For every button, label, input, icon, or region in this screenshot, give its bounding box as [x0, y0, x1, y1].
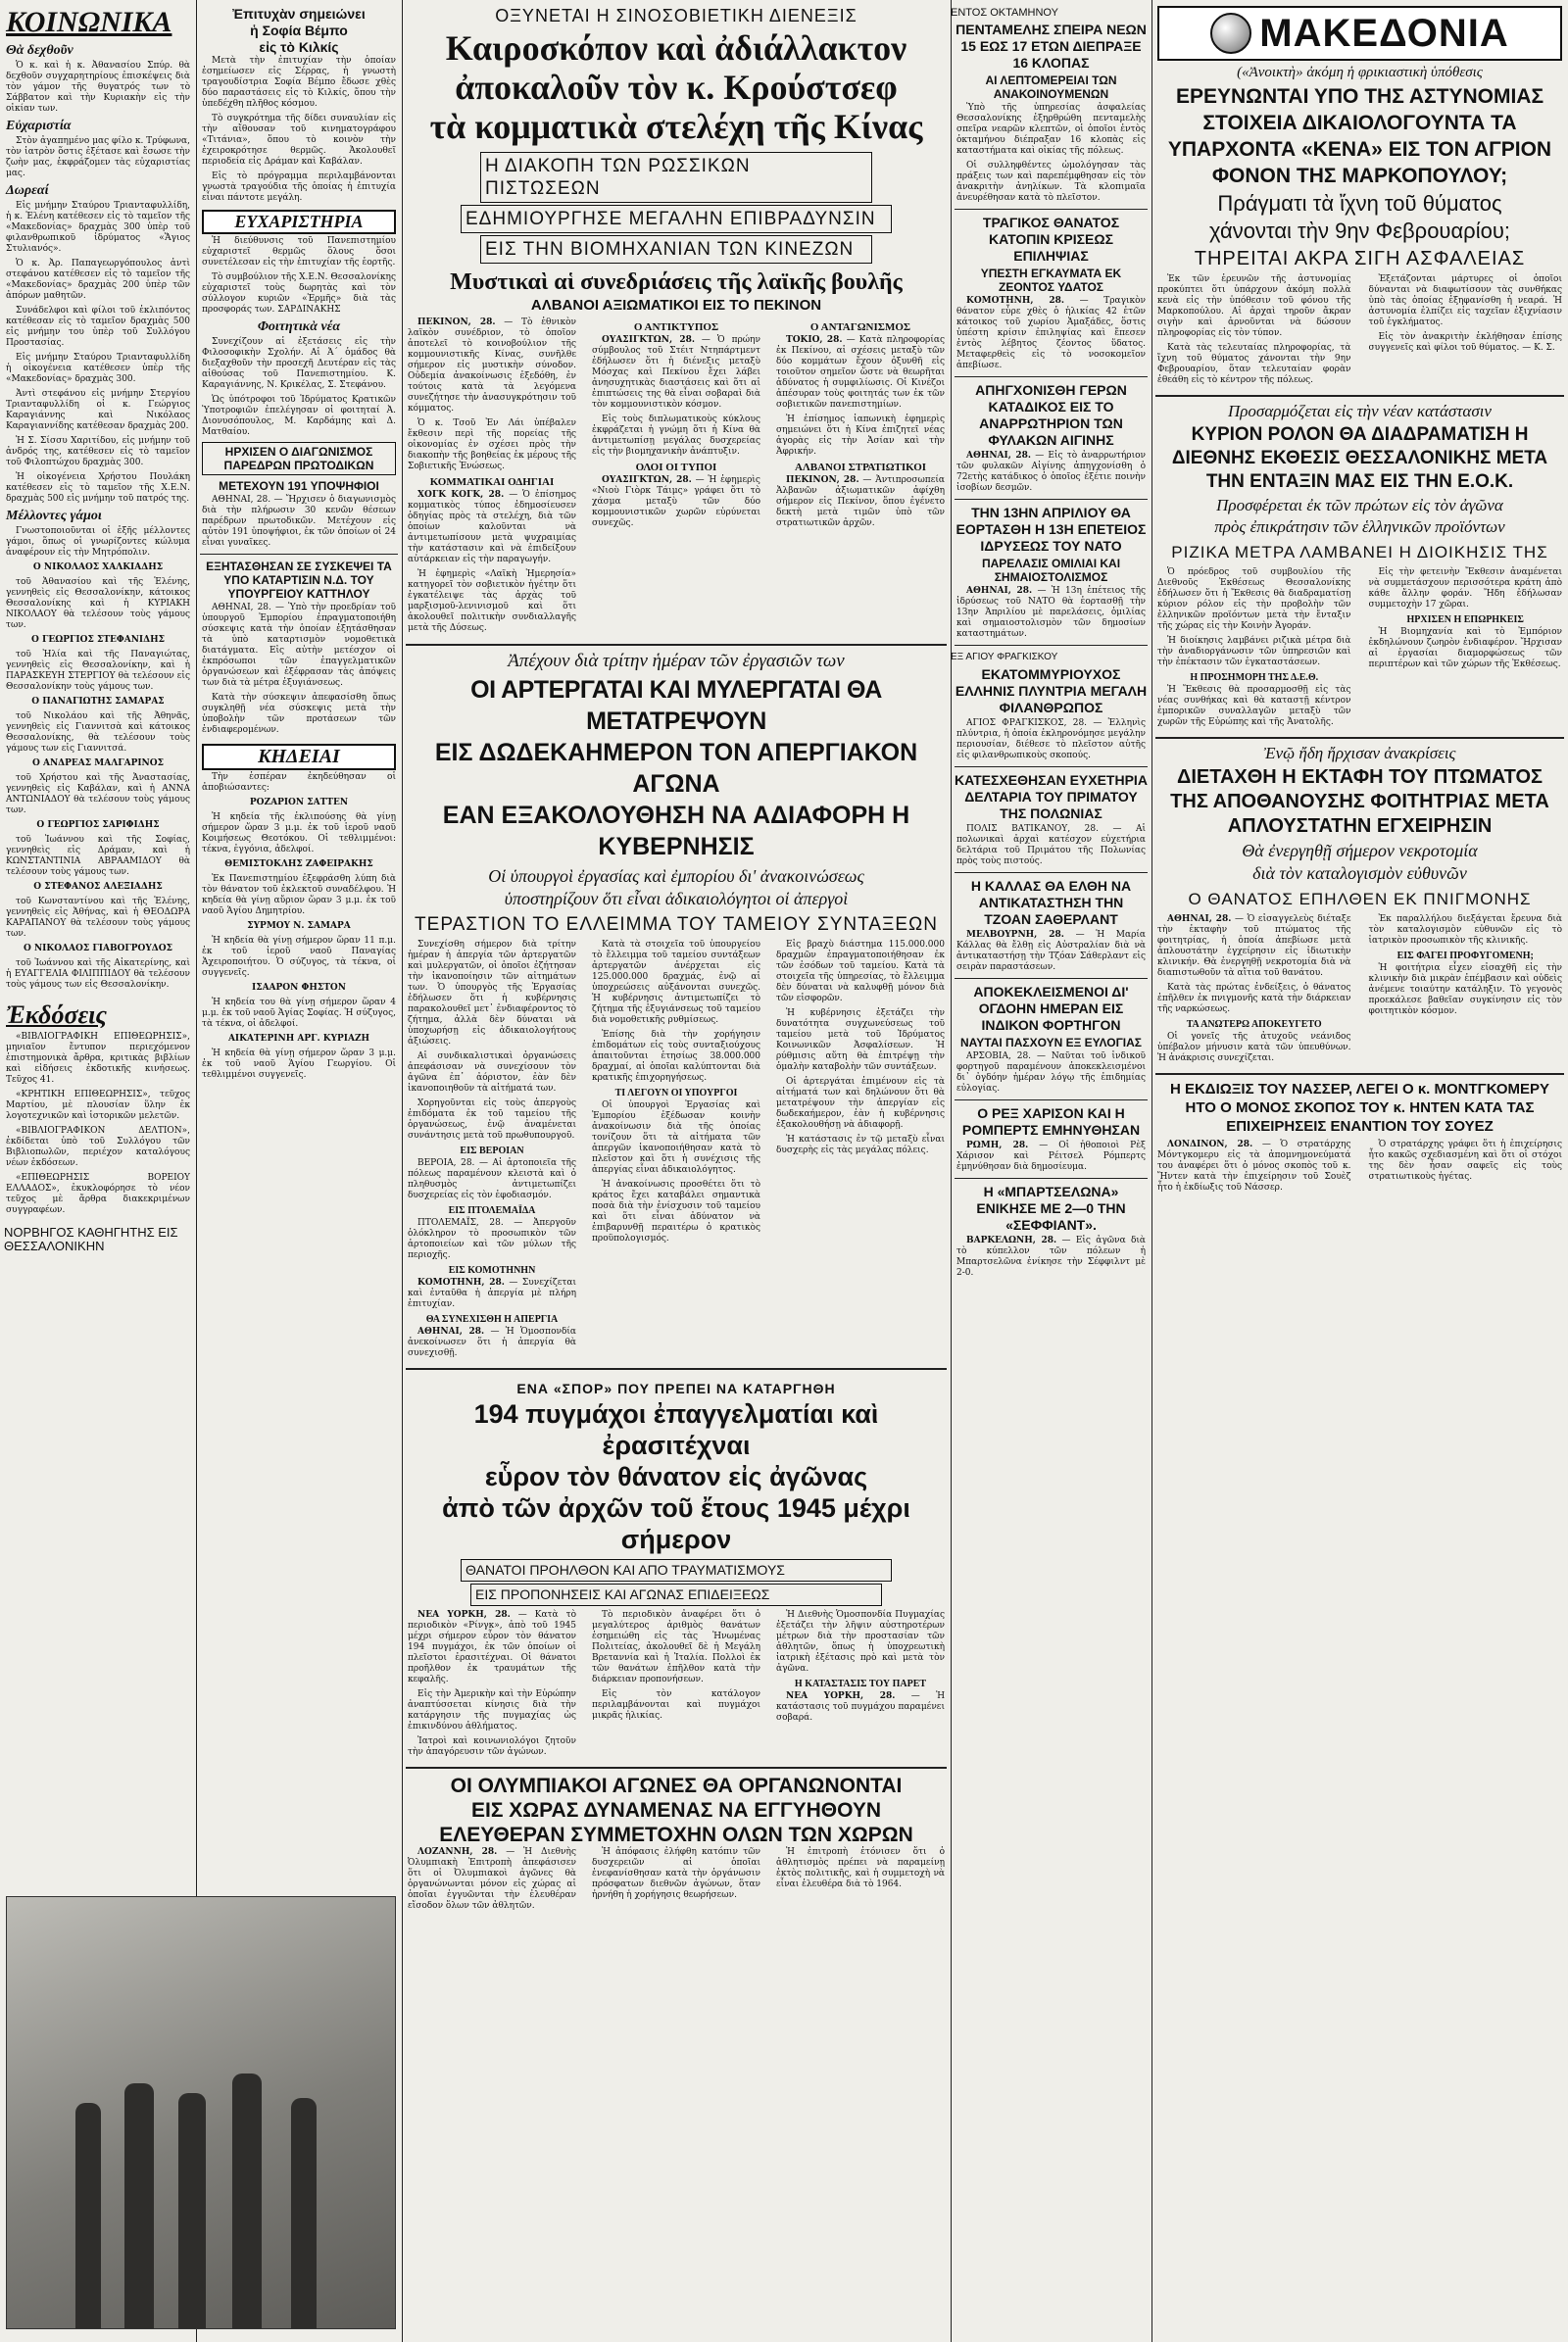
olympic-headline: ΟΙ ΟΛΥΜΠΙΑΚΟΙ ΑΓΩΝΕΣ ΘΑ ΟΡΓΑΝΩΝΟΝΤΑΙ [450, 1775, 903, 1797]
body-text: Συνεχίσθη σήμερον διὰ τρίτην ἡμέραν ἡ ἀπεργία τῶν ἀρτεργατῶν καὶ μυλεργατῶν, οἱ ὁποῖοι ἐζήτησαν τὴν ἱκανοποίησιν τῶν αἰτημάτων των. Ὁ ὑπουργὸς τῆς Ἐργασίας ἐδήλωσεν ὅτι ἡ κυβέρνησις παρακολουθεῖ μετ᾽ ἐνδιαφέροντος τὸ ζήτημα, ἀλλὰ δὲν δύναται νὰ ὑποχωρήσῃ εἰς ἀδικαιολογήτους ἀξιώσεις. [408, 940, 576, 1047]
body-text: Γνωστοποιοῦνται οἱ ἑξῆς μέλλοντες γάμοι, ὅπως οἱ γνωρίζοντες κώλυμα ἀναφέρουν εἰς τὴν Μητρόπολιν. [6, 526, 190, 558]
body-text: Οἱ συλληφθέντες ὡμολόγησαν τὰς πράξεις των καὶ παρεπέμφθησαν εἰς τὸν ἀνακριτὴν ἀνηλίκων. Τὰ κλοπιμαῖα ἀνευρέθησαν κατὰ τὸ πλεῖστον. [956, 161, 1146, 203]
body-text: Ἡ κηδεία του θὰ γίνῃ σήμερον ὥραν 4 μ.μ. ἐκ τοῦ ναοῦ Ἁγίας Σοφίας. Ἡ σύζυγος, τὰ τέκνα, οἱ ἀδελφοί. [202, 998, 396, 1029]
divider [955, 766, 1148, 767]
body-text: Εἰς μνήμην Σταύρου Τριανταφυλλίδη ἡ οἰκογένεια κατέθεσεν ὑπὲρ τῆς «Μακεδονίας» δραχμὰς 300. [6, 353, 190, 384]
body-text: ΟΥΑΣΙΓΚΤΩΝ, 28. — Ὁ πρώην σύμβουλος τοῦ Στέιτ Ντηπάρτμεντ ἐδήλωσεν ὅτι ἡ διένεξις μεταξὺ Μόσχας καὶ Πεκίνου ἔχει λάβει ἀνησυχητικὰς διαστάσεις καὶ ὅτι αἱ ἐπιπτώσεις της θὰ εἶναι σοβαραὶ διὰ τὸν κομμουνιστικὸν κόσμον. [592, 335, 760, 410]
subheadline: ΝΑΥΤΑΙ ΠΑΣΧΟΥΝ ΕΞ ΕΥΛΟΓΙΑΣ [960, 1036, 1142, 1049]
body-text: τοῦ Ἰωάννου καὶ τῆς Αἰκατερίνης, καὶ ἡ ΕΥΑΓΓΕΛΙΑ ΦΙΛΙΠΠΙΔΟΥ θὰ τελέσουν τοὺς γάμους των εἰς Θεσσαλονίκην. [6, 958, 190, 990]
body-text: Εἰς τὸ πρόγραμμα περιλαμβάνονται γνωστὰ τραγούδια τῆς ὁποίας ἡ ἐπιτυχία εἶναι πάντοτε μεγάλη. [202, 171, 396, 203]
article-columns [1152, 1140, 1568, 1197]
headline: ΕΞΗΤΑΣΘΗΣΑΝ ΣΕ ΣΥΣΚΕΨΕΙ ΤΑ ΥΠΟ ΚΑΤΑΡΤΙΣΙΝ Ν.Δ. ΤΟΥ ΥΠΟΥΡΓΕΙΟΥ ΚΑΤΤΗΛΟΥ [206, 560, 392, 601]
subhead: ΤΙ ΛΕΓΟΥΝ ΟΙ ΥΠΟΥΡΓΟΙ [614, 1088, 738, 1098]
body-text: ΑΘΗΝΑΙ, 28. — Ἡ 13η ἐπέτειος τῆς ἱδρύσεως τοῦ ΝΑΤΟ θὰ ἑορτασθῇ τὴν 13ην Ἀπριλίου μὲ παρελάσεις, ὁμιλίας καὶ σημαιοστολισμὸν τῶν δημοσίων καταστημάτων. [956, 586, 1146, 639]
box-line: ΘΑΝΑΤΟΙ ΠΡΟΗΛΘΟΝ ΚΑΙ ΑΠΟ ΤΡΑΥΜΑΤΙΣΜΟΥΣ [466, 1562, 785, 1578]
column-notices [196, 0, 402, 2342]
body-text: ΒΕΡΟΙΑ, 28. — Αἱ ἀρτοποιεῖα τῆς πόλεως παραμένουν κλειστὰ καὶ ὁ πληθυσμὸς ἀντιμετωπίζει δυσχερείας εἰς τὸν ἐφοδιασμόν. [408, 1158, 576, 1200]
divider [1155, 737, 1564, 739]
divider [1155, 395, 1564, 397]
body-text: τοῦ Ἰωάννου καὶ τῆς Σοφίας, γεννηθεὶς εἰς Δράμαν, καὶ ἡ ΚΩΝΣΤΑΝΤΙΝΙΑ ΑΒΡΑΑΜΙΔΟΥ θὰ τελέσουν τοὺς γάμους των. [6, 835, 190, 877]
subheadline: ΥΠΕΣΤΗ ΕΓΚΑΥΜΑΤΑ ΕΚ ΖΕΟΝΤΟΣ ΥΔΑΤΟΣ [980, 267, 1122, 294]
subhead: ΕΙΣ ΦΑΓΕΙ ΠΡΟΦΥΓΟΜΕΝΗ; [1396, 951, 1534, 961]
body-text: «ΒΙΒΛΙΟΓΡΑΦΙΚΟΝ ΔΕΛΤΙΟΝ», ἐκδίδεται ὑπὸ τοῦ Συλλόγου τῶν Βιβλιοπωλῶν, περιέχον καταλόγους νέων ἐκδόσεων. [6, 1126, 190, 1168]
headline: Η ΚΑΛΛΑΣ ΘΑ ΕΛΘΗ ΝΑ ΑΝΤΙΚΑΤΑΣΤΗΣΗ ΤΗΝ ΤΖΟΑΝ ΣΑΘΕΡΛΑΝΤ [970, 878, 1132, 927]
lead-headline: ΕΡΕΥΝΩΝΤΑΙ ΥΠΟ ΤΗΣ ΑΣΤΥΝΟΜΙΑΣ ΣΤΟΙΧΕΙΑ ΔΙΚΑΙΟΛΟΓΟΥΝΤΑ ΤΑ ΥΠΑΡΧΟΝΤΑ «ΚΕΝΑ» ΕΙΣ ΤΟΝ ΑΓΡΙΟΝ ΦΟΝΟΝ ΤΗΣ ΜΑΡΚΟΠΟΥΛΟΥ; [1167, 85, 1552, 187]
funeral-name: ΙΣΑΑΡΟΝ ΦΗΣΤΟΝ [252, 983, 346, 993]
body-text: Εἰς τοὺς διπλωματικοὺς κύκλους ἐκφράζεται ἡ γνώμη ὅτι ἡ Κίνα θὰ ἀντιμετωπίσῃ μεγάλας δυσχερείας εἰς τὴν βιομηχανικὴν ἀνάπτυξιν. [592, 415, 760, 457]
kicker: Ἐνῷ ἤδη ἤρχισαν ἀνακρίσεις [1263, 744, 1456, 762]
masthead [1157, 6, 1562, 61]
body-text: ΑΘΗΝΑΙ, 28. — Ἤρχισεν ὁ διαγωνισμὸς διὰ τὴν πλήρωσιν 30 κενῶν θέσεων παρέδρων πρωτοδικῶν. Μετέχουν εἰς αὐτὸν 191 ὑποψήφιοι, ἐκ τῶν ὁποίων οἱ 24 εἶναι γυναῖκες. [202, 495, 396, 548]
article-columns [402, 940, 951, 1363]
body-text: Ἐκ Πανεπιστημίου ἐξεφράσθη λύπη διὰ τὸν θάνατον τοῦ ἐκλεκτοῦ συναδέλφου. Ἡ κηδεία θὰ γίνῃ αὔριον ὥραν 3 μ.μ. ἐκ τοῦ ναοῦ Ἁγίου Δημητρίου. [202, 874, 396, 916]
box-headline: ΗΡΧΙΣΕΝ Ο ΔΙΑΓΩΝΙΣΜΟΣ ΠΑΡΕΔΡΩΝ ΠΡΩΤΟΔΙΚΩΝ [223, 445, 374, 472]
subhead: Ο ΑΝΤΑΓΩΝΙΣΜΟΣ [809, 321, 911, 333]
body-text: Ἡ ἐπίσημος ἰαπωνικὴ ἐφημερὶς σημειώνει ὅτι ἡ Κίνα ἐπιζητεῖ νέας ἀγορὰς εἰς τὴν Ἀσίαν καὶ τὴν Ἀφρικήν. [776, 415, 945, 457]
funeral-name: ΑΙΚΑΤΕΡΙΝΗ ΑΡΓ. ΚΥΡΙΑΖΗ [227, 1034, 370, 1044]
body-text: ΠΟΛΙΣ ΒΑΤΙΚΑΝΟΥ, 28. — Αἱ πολωνικαὶ ἀρχαὶ κατέσχον εὐχετήρια δελτάρια τοῦ Πριμάτου τῆς Πολωνίας πρὸς τοὺς πιστούς. [956, 824, 1146, 866]
body-text: τοῦ Κωνσταντίνου καὶ τῆς Ἑλένης, γεννηθεὶς εἰς Ἀθήνας, καὶ ἡ ΘΕΟΔΩΡΑ ΚΑΡΑΠΑΝΟΥ θὰ τελέσουν τοὺς γάμους των. [6, 897, 190, 939]
body-text: ΛΟΖΑΝΝΗ, 28. — Ἡ Διεθνὴς Ὀλυμπιακὴ Ἐπιτροπὴ ἀπεφάσισεν ὅτι οἱ Ὀλυμπιακοὶ ἀγῶνες θὰ ὀργανώνωνται μόνον εἰς χώρας αἱ ὁποῖαι ἐγγυῶνται τὴν ἐλευθέραν εἴσοδον ὅλων τῶν ἀθλητῶν. [408, 1847, 576, 1911]
body-text: ΤΟΚΙΟ, 28. — Κατὰ πληροφορίας ἐκ Πεκίνου, αἱ σχέσεις μεταξὺ τῶν δύο κομμάτων ἔχουν ὀξυνθῆ εἰς τοιοῦτον σημεῖον ὥστε νὰ θεωρῆται ἀδύνατος ἡ συμφιλίωσις. Οἱ Κινέζοι ἀπέσυραν τοὺς φοιτητάς των ἐκ τῶν σοβιετικῶν πανεπιστημίων. [776, 335, 945, 410]
body-text: Ἡ οἰκογένεια Χρήστου Πουλάκη κατέθεσεν εἰς τὸ ταμεῖον τῆς Χ.Ε.Ν. δραχμὰς 500 εἰς μνήμην τοῦ πατρός της. [6, 472, 190, 504]
funeral-name: ΘΕΜΙΣΤΟΚΛΗΣ ΖΑΦΕΙΡΑΚΗΣ [224, 859, 373, 869]
body-text: ΑΓΙΟΣ ΦΡΑΓΚΙΣΚΟΣ, 28. — Ἑλληνὶς πλύντρια, ἡ ὁποία ἐκληρονόμησε μεγάλην περιουσίαν, διέθεσε τὸ πλεῖστον αὐτῆς εἰς φιλανθρωπικοὺς σκοπούς. [956, 718, 1146, 760]
subhead: ΚΟΜΜΑΤΙΚΑΙ ΟΔΗΓΙΑΙ [429, 476, 555, 488]
headline: Ἐπιτυχὰν σημειώνει [232, 6, 366, 22]
body-text: ΠΤΟΛΕΜΑΪΣ, 28. — Ἀπεργοῦν ὁλόκληρον τὸ προσωπικὸν τῶν ἀρτοποιείων καὶ τῶν μύλων τῆς περιοχῆς. [408, 1218, 576, 1260]
subheadline: Μυστικαὶ αἱ συνεδριάσεις τῆς λαϊκῆς βουλῆς [450, 269, 903, 295]
kicker: ΕΝΤΟΣ ΟΚΤΑΜΗΝΟΥ [951, 7, 1058, 19]
body-text: Στὸν ἀγαπημένο μας φίλο κ. Τρύφωνα, τὸν ἰατρὸν ὅστις ἐξέτασε καὶ ἔσωσε τὴν ζωὴν μας, ἐκφράζομεν τὰς εὐχαριστίας μας. [6, 136, 191, 178]
headline-box [470, 1584, 882, 1606]
globe-icon [1210, 13, 1251, 54]
exhumation-headline: ΔΙΕΤΑΧΘΗ Η ΕΚΤΑΦΗ ΤΟΥ ΠΤΩΜΑΤΟΣ ΤΗΣ ΑΠΟΘΑΝΟΥΣΗΣ ΦΟΙΤΗΤΡΙΑΣ ΜΕΤΑ ΑΠΛΟΥΣΤΑΤΗΝ ΕΓΧΕΙΡΗΣΙΝ [1170, 766, 1549, 837]
divider [955, 499, 1148, 500]
body-text: Χορηγοῦνται εἰς τοὺς ἀπεργοὺς ἐπιδόματα ἐκ τοῦ ταμείου τῆς ὀργανώσεως, ἐνῷ ἀναμένεται συνάντησις μετὰ τοῦ πρωθυπουργοῦ. [408, 1098, 576, 1141]
divider [955, 978, 1148, 979]
body-text: Τὸ περιοδικὸν ἀναφέρει ὅτι ὁ μεγαλύτερος ἀριθμὸς θανάτων ἐσημειώθη εἰς τὰς Ἡνωμένας Πολιτείας, ἀκολουθεῖ δὲ ἡ Μεγάλη Βρεταννία καὶ ἡ Ἰταλία. Πολλοὶ ἐκ τῶν θανάτων ἐπῆλθον κατὰ τὴν διάρκειαν προπονήσεων. [592, 1610, 760, 1684]
subheadline: Θὰ ἐνεργηθῇ σήμερον νεκροτομία [1242, 841, 1478, 860]
body-text: ΝΕΑ ΥΟΡΚΗ, 28. — Κατὰ τὸ περιοδικὸν «Ρίνγκ», ἀπὸ τοῦ 1945 μέχρι σήμερον εὗρον τὸν θάνατον 194 πυγμάχοι, ἐκ τῶν ὁποίων οἱ πλεῖστοι ἐρασιτέχναι. Οἱ θάνατοι προῆλθον ἐκ τραυμάτων τῆς κεφαλῆς. [408, 1610, 576, 1684]
subhead: ΤΑ ΑΝΩΤΕΡΩ ΑΠΟΚΕΥΓΕΤΟ [1186, 1019, 1322, 1030]
divider [406, 1767, 947, 1769]
divider [955, 872, 1148, 873]
subhead: Μέλλοντες γάμοι [6, 509, 102, 523]
body-text: Ἰατροὶ καὶ κοινωνιολόγοι ζητοῦν τὴν ἀπαγόρευσιν τῶν ἀγώνων. [408, 1736, 576, 1757]
headline-box [480, 235, 872, 264]
headline: ἡ Σοφία Βέμπο [250, 23, 348, 38]
body-text: τοῦ Ἀθανασίου καὶ τῆς Ἑλένης, γεννηθεὶς εἰς Θεσσαλονίκην, κάτοικος Θεσσαλονίκης καὶ ἡ ΚΥΡΙΑΚΗ ΝΙΚΟΛΑΟΥ θὰ τελέσουν τοὺς γάμους των. [6, 577, 190, 630]
section-title-eucharistiria: ΕΥΧΑΡΙΣΤΗΡΙΑ [202, 210, 396, 234]
body-text: Ὑπὸ τῆς ὑπηρεσίας ἀσφαλείας Θεσσαλονίκης ἐξηρθρώθη πενταμελὴς σπεῖρα νεαρῶν κλεπτῶν, οἱ ὁποῖοι ἐντὸς ὀκταμήνου διέπραξαν 16 κλοπὰς εἰς καταστήματα καὶ οἰκίας τῆς πόλεως. [956, 103, 1146, 156]
subhead: ΟΛΟΙ ΟΙ ΤΥΠΟΙ [635, 462, 717, 473]
box-line: ΕΔΗΜΙΟΥΡΓΗΣΕ ΜΕΓΑΛΗΝ ΕΠΙΒΡΑΔΥΝΣΙΝ [466, 209, 876, 229]
body-text: ΜΕΛΒΟΥΡΝΗ, 28. — Ἡ Μαρία Κάλλας θὰ ἔλθῃ εἰς Αὐστραλίαν διὰ νὰ ἀντικαταστήσῃ τὴν Τζόαν Σάθερλαντ εἰς σειρὰν παραστάσεων. [956, 930, 1146, 972]
body-text: ΑΘΗΝΑΙ, 28. — Εἰς τὸ ἀναρρωτήριον τῶν φυλακῶν Αἰγίνης ἀπηγχονίσθη ὁ 72ετὴς κατάδικος ὁ ὁποῖος ἐξέτιε ποινὴν ἰσοβίων δεσμῶν. [956, 451, 1146, 493]
kicker: Ἀπέχουν διὰ τρίτην ἡμέραν τῶν ἐργασιῶν των [508, 651, 845, 671]
body-text: ΑΡΣΟΒΙΑ, 28. — Ναῦται τοῦ ἰνδικοῦ φορτηγοῦ παραμένουν ἀποκεκλεισμένοι δι᾽ ὀγδόην ἡμέραν λόγῳ τῆς ἐπιδημίας εὐλογίας. [956, 1051, 1146, 1094]
olympic-headline: ΕΛΕΥΘΕΡΑΝ ΣΥΜΜΕΤΟΧΗΝ ΟΛΩΝ ΤΩΝ ΧΩΡΩΝ [439, 1824, 913, 1846]
subhead: ΕΙΣ ΠΤΟΛΕΜΑΪΔΑ [448, 1205, 536, 1216]
subheadline: ΑΙ ΛΕΠΤΟΜΕΡΕΙΑΙ ΤΩΝ ΑΝΑΚΟΙΝΟΥΜΕΝΩΝ [985, 73, 1117, 101]
body-text: Μετὰ τὴν ἐπιτυχίαν τὴν ὁποίαν ἐσημείωσεν εἰς Σέρρας, ἡ γνωστὴ τραγουδίστρια Σοφία Βέμπο ἔδωσε χθὲς δύο παραστάσεις εἰς τὸ Κιλκίς, ὅπου τὴν ὑπεδέχθη πλῆθος κόσμου. [202, 56, 396, 109]
subhead: Φοιτητικὰ νέα [257, 319, 341, 334]
subhead: ΕΙΣ ΒΕΡΟΙΑΝ [460, 1146, 524, 1156]
body-text: Ἡ κηδεία θὰ γίνῃ σήμερον ὥραν 3 μ.μ. ἐκ τοῦ ναοῦ Ἁγίου Γεωργίου. Οἱ τεθλιμμένοι συγγενεῖς. [202, 1049, 396, 1080]
body-text: ΠΕΚΙΝΟΝ, 28. — Ἀντιπροσωπεία Ἀλβανῶν ἀξιωματικῶν ἀφίχθη σήμερον εἰς Πεκίνον, ὅπου ἐγένετο δεκτὴ μετὰ τιμῶν ὑπὸ τῶν στρατιωτικῶν ἀρχῶν. [776, 475, 945, 528]
body-text: Ἡ ἀπόφασις ἐλήφθη κατόπιν τῶν δυσχερειῶν αἱ ὁποῖαι ἐνεφανίσθησαν κατὰ τὴν ὀργάνωσιν πρόσφατων διεθνῶν ἀγώνων, ὅταν ἠρνήθη ἡ χορήγησις θεωρήσεων. [592, 1847, 760, 1900]
body-text: Ὡς ὑπότροφοι τοῦ Ἱδρύματος Κρατικῶν Ὑποτροφιῶν ἐπελέγησαν οἱ φοιτηταί Ἀ. Διονυσόπουλος, Μ. Καρδάμης καὶ Δ. Ματθαίου. [202, 395, 396, 437]
article-columns [402, 1610, 951, 1762]
divider [200, 554, 398, 555]
section-title-ekdoseis: Ἐκδόσεις [6, 1000, 107, 1029]
strike-subheadline: ΤΕΡΑΣΤΙΟΝ ΤΟ ΕΛΛΕΙΜΜΑ ΤΟΥ ΤΑΜΕΙΟΥ ΣΥΝΤΑΞΕΩΝ [415, 914, 938, 935]
body-text: ΑΘΗΝΑΙ, 28. — Ὑπὸ τὴν προεδρίαν τοῦ ὑπουργοῦ Ἐμπορίου ἐπραγματοποιήθη σύσκεψις κατὰ τὴν ὁποίαν ἐξητάσθησαν τὰ ὑπὸ καταρτισμὸν νομοθετικὰ διατάγματα. Εἰς αὐτὴν μετέσχον οἱ ἐκπρόσωποι τῶν ἐπαγγελματικῶν ὀργανώσεων καὶ ἐξέφρασαν τὰς ἀπόψεις των διὰ τὰ μέτρα ἐξυγιάνσεως. [202, 603, 396, 688]
subheadline: ΑΛΒΑΝΟΙ ΑΞΙΩΜΑΤΙΚΟΙ ΕΙΣ ΤΟ ΠΕΚΙΝΟΝ [530, 297, 822, 314]
headline: ΠΕΝΤΑΜΕΛΗΣ ΣΠΕΙΡΑ ΝΕΩΝ 15 ΕΩΣ 17 ΕΤΩΝ ΔΙΕΠΡΑΞΕ 16 ΚΛΟΠΑΣ [956, 22, 1147, 71]
box-line: ΕΙΣ ΤΗΝ ΒΙΟΜΗΧΑΝΙΑΝ ΤΩΝ ΚΙΝΕΖΩΝ [485, 239, 855, 260]
body-text: τοῦ Νικολάου καὶ τῆς Ἀθηνᾶς, γεννηθεὶς εἰς Γιαννιτσὰ καὶ κάτοικος Θεσσαλονίκης, θὰ τελέσουν τοὺς γάμους των εἰς Γιαννιτσά. [6, 711, 190, 754]
box-subheadline: ΜΕΤΕΧΟΥΝ 191 ΥΠΟΨΗΦΙΟΙ [219, 479, 379, 493]
body-text: Ὁ κ. καὶ ἡ κ. Ἀθανασίου Σπύρ. θὰ δεχθοῦν συγχαρητηρίους ἐπισκέψεις διὰ τὸν γάμον τῆς θυγατρός των τὸ Σάββατον καὶ τὴν Κυριακὴν εἰς τὴν οἰκίαν των. [6, 61, 190, 114]
photo-caption: ΝΟΡΒΗΓΟΣ ΚΑΘΗΓΗΤΗΣ ΕΙΣ ΘΕΣΣΑΛΟΝΙΚΗΝ [4, 1225, 178, 1253]
subheadline: πρὸς ἐπικράτησιν τῶν ἑλληνικῶν προϊόντων [1214, 517, 1505, 536]
headline: ΚΑΤΕΣΧΕΘΗΣΑΝ ΕΥΧΕΤΗΡΙΑ ΔΕΛΤΑΡΙΑ ΤΟΥ ΠΡΙΜΑΤΟΥ ΤΗΣ ΠΟΛΩΝΙΑΣ [955, 772, 1148, 821]
notice-box [202, 442, 396, 475]
section-title-kideiai: ΚΗΔΕΙΑΙ [202, 744, 396, 770]
subheadline: ΤΗΡΕΙΤΑΙ ΑΚΡΑ ΣΙΓΗ ΑΣΦΑΛΕΙΑΣ [1194, 248, 1526, 269]
box-line: ΕΙΣ ΠΡΟΠΟΝΗΣΕΙΣ ΚΑΙ ΑΓΩΝΑΣ ΕΠΙΔΕΙΞΕΩΣ [475, 1586, 770, 1602]
subheadline: Πράγματι τὰ ἴχνη τοῦ θύματος [1217, 191, 1502, 216]
announcement-name: Ο ΠΑΝΑΓΙΩΤΗΣ ΣΑΜΑΡΑΣ [31, 697, 165, 707]
subhead: ΘΑ ΣΥΝΕΧΙΣΘΗ Η ΑΠΕΡΓΙΑ [425, 1314, 559, 1325]
body-text: Συνεχίζουν αἱ ἐξετάσεις εἰς τὴν Φιλοσοφικὴν Σχολήν. Αἱ Ἀ΄ ὁμάδος θὰ διεξαχθοῦν τὴν προσεχῆ Δευτέραν εἰς τὰς αἰθούσας τοῦ Πανεπιστημίου. Κ. Καραγιάννης, Ν. Κρικέλας, Σ. Στεφάνου. [202, 337, 396, 390]
headline: ΕΚΑΤΟΜΜΥΡΙΟΥΧΟΣ ΕΛΛΗΝΙΣ ΠΛΥΝΤΡΙΑ ΜΕΓΑΛΗ ΦΙΛΑΝΘΡΩΠΟΣ [955, 666, 1148, 715]
subhead: Η ΠΡΟΣΗΜΟΡΗ ΤΗΣ Δ.Ε.Θ. [1190, 672, 1319, 683]
subhead: ΕΙΣ ΚΟΜΟΤΗΝΗΝ [448, 1265, 536, 1276]
body-text: Κατὰ τὰς τελευταίας πληροφορίας, τὰ ἴχνη τοῦ θύματος χάνονται τὴν 9ην Φεβρουαρίου, ὅταν τελευταίαν φορὰν ἐθεάθη εἰς τὸ κέντρον τῆς πόλεως. [1157, 343, 1351, 385]
body-text: Ἡ ἐφημερὶς «Λαϊκὴ Ἡμερησία» κατηγορεῖ τὸν σοβιετικὸν ἡγέτην ὅτι ἐγκατέλειψε τὰς ἀρχὰς τοῦ μαρξισμοῦ-λενινισμοῦ καὶ ὅτι ἀκολουθεῖ πολιτικὴν συνδιαλλαγῆς μετὰ τῆς Δύσεως. [408, 569, 576, 633]
announcement-name: Ο ΓΕΩΡΓΙΟΣ ΣΤΕΦΑΝΙΔΗΣ [31, 635, 165, 645]
body-text: Εἰς τὸν κατάλογον περιλαμβάνονται καὶ πυγμάχοι μικρᾶς ἡλικίας. [592, 1689, 760, 1721]
strike-headline: ΕΑΝ ΕΞΑΚΟΛΟΥΘΗΣΗ ΝΑ ΑΔΙΑΦΟΡΗ Η ΚΥΒΕΡΝΗΣΙΣ [442, 802, 910, 860]
subheadline: διὰ τὸν καταλογισμὸν εὐθυνῶν [1252, 863, 1467, 883]
body-text: τοῦ Χρήστου καὶ τῆς Ἀναστασίας, γεννηθεὶς εἰς Καβάλαν, καὶ ἡ ΑΝΝΑ ΑΝΤΩΝΙΑΔΟΥ θὰ τελέσουν τοὺς γάμους των. [6, 773, 190, 815]
body-text: Κατὰ τὰ στοιχεῖα τοῦ ὑπουργείου τὸ ἔλλειμμα τοῦ ταμείου συντάξεων ἀρτεργατῶν ἀνέρχεται εἰς 125.000.000 δραχμάς, ἐνῷ αἱ ὑποχρεώσεις αὐξάνονται συνεχῶς. Ἡ κυβέρνησις ἀντιμετωπίζει τὸ ζήτημα τῆς ἐξυγιάνσεως τοῦ ταμείου διὰ νομοθετικῆς ρυθμίσεως. [592, 940, 760, 1025]
body-text: Ἡ κηδεία τῆς ἐκλιπούσης θὰ γίνῃ σήμερον ὥραν 3 μ.μ. ἐκ τοῦ ἱεροῦ ναοῦ Κοιμήσεως Θεοτόκου. Οἱ τεθλιμμένοι: τέκνα, ἐγγόνια, ἀδελφοί. [202, 812, 396, 854]
subhead: ΗΡΧΙΣΕΝ Η ΕΠΩΡΗΚΕΙΣ [1406, 614, 1524, 625]
body-text: Ἐκ τῶν ἐρευνῶν τῆς ἀστυνομίας προκύπτει ὅτι ὑπάρχουν ἀκόμη πολλὰ κενὰ εἰς τὴν ὑπόθεσιν τοῦ φόνου τῆς Μαρκοπούλου. Αἱ ἀρχαὶ τηροῦν ἄκραν σιγὴν καὶ ἀρνοῦνται νὰ δώσουν πληροφορίας εἰς τὸν τύπον. [1157, 274, 1351, 338]
body-text: Εἰς τὴν φετεινὴν Ἔκθεσιν ἀναμένεται νὰ συμμετάσχουν περισσότερα κράτη ἀπὸ κάθε ἄλλην φοράν. Ἤδη ἐδήλωσαν συμμετοχὴν 17 χῶραι. [1368, 567, 1562, 610]
body-text: Ἡ κηδεία θὰ γίνῃ σήμερον ὥραν 11 π.μ. ἐκ τοῦ ἱεροῦ ναοῦ Παναγίας Ἀχειροποιήτου. Ὁ σύζυγος, τὰ τέκνα, οἱ συγγενεῖς. [202, 936, 396, 978]
body-text: Ἡ διεύθυνσις τοῦ Πανεπιστημίου εὐχαριστεῖ θερμῶς ὅλους ὅσοι συνετέλεσαν εἰς τὴν ἐπιτυχίαν τῆς ἑορτῆς. [202, 236, 396, 268]
strike-subheadline: ὑποστηρίζουν ὅτι εἶναι ἀδικαιολόγητοι οἱ ἀπεργοὶ [504, 889, 849, 908]
announcement-name: Ο ΣΤΕΦΑΝΟΣ ΑΛΕΞΙΑΔΗΣ [33, 882, 163, 892]
body-text: Ἡ κυβέρνησις ἐξετάζει τὴν δυνατότητα συγχωνεύσεως τοῦ ταμείου μετὰ τοῦ Ἱδρύματος Κοινωνικῶν Ἀσφαλίσεων. Ἡ ρύθμισις αὕτη θὰ ἐπιτρέψῃ τὴν ὁμαλὴν καταβολὴν τῶν συντάξεων. [776, 1008, 945, 1072]
column-macedonia [1152, 0, 1568, 2342]
subhead: Εὐχαριστία [6, 119, 72, 133]
announcement-name: Ο ΝΙΚΟΛΑΟΣ ΧΑΛΚΙΑΔΗΣ [32, 562, 164, 572]
kicker: ΟΞΥΝΕΤΑΙ Η ΣΙΝΟΣΟΒΙΕΤΙΚΗ ΔΙΕΝΕΞΙΣ [495, 6, 858, 25]
body-text: ΛΟΝΔΙΝΟΝ, 28. — Ὁ στρατάρχης Μόντγκομερυ εἰς τὰ ἀπομνημονεύματά του ἀναφέρει ὅτι ὁ μόνος σκοπὸς τοῦ κ. Ἤντεν κατὰ τὴν ἐπιχείρησιν τοῦ Σουὲζ ἦτο ἡ ἐκδίωξις τοῦ Νάσσερ. [1157, 1140, 1351, 1193]
body-text: Εἰς τὴν Ἀμερικὴν καὶ τὴν Εὐρώπην ἀναπτύσσεται κίνησις διὰ τὴν κατάργησιν τῆς πυγμαχίας ὡς ἐπικινδύνου ἀθλήματος. [408, 1689, 576, 1732]
strike-subheadline: Οἱ ὑπουργοὶ ἐργασίας καὶ ἐμπορίου δι' ἀνακοινώσεως [488, 866, 864, 886]
body-text: Οἱ ἀρτεργάται ἐπιμένουν εἰς τὰ αἰτήματά των καὶ δηλώνουν ὅτι θὰ μετατρέψουν τὴν ἀπεργίαν εἰς δωδεκαήμερον, ἐὰν ἡ κυβέρνησις ἐξακολουθήσῃ νὰ ἀδιαφορῇ. [776, 1077, 945, 1130]
headline: ΑΠΟΚΕΚΛΕΙΣΜΕΝΟΙ ΔΙ' ΟΓΔΟΗΝ ΗΜΕΡΑΝ ΕΙΣ ΙΝΔΙΚΟΝ ΦΟΡΤΗΓΟΝ [973, 984, 1129, 1033]
body-text: ΚΟΜΟΤΗΝΗ, 28. — Συνεχίζεται καὶ ἐνταῦθα ἡ ἀπεργία μὲ πλήρη ἐπιτυχίαν. [408, 1278, 576, 1309]
subheadline: ΡΙΖΙΚΑ ΜΕΤΡΑ ΛΑΜΒΑΝΕΙ Η ΔΙΟΙΚΗΣΙΣ ΤΗΣ [1171, 543, 1548, 561]
body-text: ΧΟΓΚ ΚΟΓΚ, 28. — Ὁ ἐπίσημος κομματικὸς τύπος ἐδημοσίευσεν ὁδηγίας πρὸς τὰ στελέχη, διὰ τῶν ὁποίων καλοῦνται νὰ ἀντιμετωπίσουν μετὰ ψυχραιμίας τὴν κατάστασιν καὶ νὰ ἐπιδείξουν αὐτάρκειαν εἰς τὴν παραγωγήν. [408, 490, 577, 564]
body-text: Αἱ συνδικαλιστικαὶ ὀργανώσεις ἀπεφάσισαν νὰ συνεχίσουν τὸν ἀγῶνα ἐπ᾽ ἀόριστον, ἐὰν δὲν ἱκανοποιηθοῦν τὰ αἰτήματά των. [408, 1051, 576, 1094]
body-text: ΚΟΜΟΤΗΝΗ, 28. — Τραγικὸν θάνατον εὗρε χθὲς ὁ ἡλικίας 42 ἐτῶν κάτοικος τοῦ χωρίου Ἀμαξάδες, ὅστις ὑπέστη κρίσιν ἐπιληψίας καὶ ἔπεσεν ἐντὸς λέβητος ζέοντος ὕδατος. Μεταφερθεὶς εἰς τὸ νοσοκομεῖον ἀπεβίωσε. [956, 296, 1146, 370]
headline: ΑΠΗΓΧΟΝΙΣΘΗ ΓΕΡΩΝ ΚΑΤΑΔΙΚΟΣ ΕΙΣ ΤΟ ΑΝΑΡΡΩΤΗΡΙΟΝ ΤΩΝ ΦΥΛΑΚΩΝ ΑΙΓΙΝΗΣ [975, 382, 1127, 448]
sport-headline: εὗρον τὸν θάνατον εἰς ἀγῶνας [484, 1462, 868, 1491]
body-text: Οἱ ὑπουργοὶ Ἐργασίας καὶ Ἐμπορίου ἐξέδωσαν κοινὴν ἀνακοίνωσιν διὰ τῆς ὁποίας τονίζουν ὅτι τὰ αἰτήματα τῶν ἀπεργῶν ἱκανοποιήθησαν κατὰ τὸ πλεῖστον καὶ ὅτι ἡ συνέχισις τῆς ἀπεργίας εἶναι ἀδικαιολόγητος. [592, 1100, 760, 1175]
person-figure [75, 2103, 101, 2328]
body-text: Ἡ φοιτήτρια εἶχεν εἰσαχθῆ εἰς τὴν κλινικὴν διὰ μικρὰν ἐπέμβασιν καὶ οὐδεὶς ἀνέμενε τοιαύτην κατάληξιν. Τὸ γεγονὸς προεκάλεσε βαθεῖαν συγκίνησιν εἰς τὸν φοιτητικὸν κόσμον. [1368, 963, 1562, 1016]
divider [955, 1099, 1148, 1100]
body-text: ΝΕΑ ΥΟΡΚΗ, 28. — Ἡ κατάστασις τοῦ πυγμάχου παραμένει σοβαρά. [776, 1691, 945, 1723]
body-text: Ἐπίσης διὰ τὴν χορήγησιν ἐπιδομάτων εἰς τοὺς συνταξιούχους ἀπαιτοῦνται ἐτησίως 38.000.000 δραχμαί, αἱ ὁποῖαι καλύπτονται διὰ κρατικῆς ἐπιχορηγήσεως. [592, 1030, 760, 1083]
body-text: Ἡ ἀνακοίνωσις προσθέτει ὅτι τὸ κράτος ἔχει καταβάλει σημαντικὰ ποσὰ διὰ τὴν ἐνίσχυσιν τοῦ ταμείου καὶ ὅτι εἶναι ἀδύνατον νὰ ἐπιβαρυνθῇ περαιτέρω ὁ κρατικὸς προϋπολογισμός. [592, 1180, 760, 1244]
headline: Ο ΡΕΞ ΧΑΡΙΣΟΝ ΚΑΙ Η ΡΟΜΠΕΡΤΣ ΕΜΗΝΥΘΗΣΑΝ [961, 1105, 1141, 1138]
main-headline: ἀποκαλοῦν τὸν κ. Κρούστσεφ [455, 68, 898, 107]
section-title-koinonika: ΚΟΙΝΩΝΙΚΑ [6, 6, 172, 38]
main-headline: τὰ κομματικὰ στελέχη τῆς Κίνας [429, 107, 923, 146]
main-headline: Καιροσκόπον καὶ ἀδιάλλακτον [445, 28, 907, 68]
body-text: Τὴν ἐσπέραν ἐκηδεύθησαν οἱ ἀποβιώσαντες: [202, 772, 396, 793]
body-text: Τὸ συμβούλιον τῆς Χ.Ε.Ν. Θεσσαλονίκης εὐχαριστεῖ τοὺς δωρητὰς καὶ τὸν σύλλογον κυριῶν «Ἑρμῆς» διὰ τὰς προσφοράς των. ΣΑΡΔΙΝΑΚΗΣ [202, 272, 396, 315]
body-text: Ὁ στρατάρχης γράφει ὅτι ἡ ἐπιχείρησις ἦτο κακῶς σχεδιασμένη καὶ ὅτι οἱ στόχοι της δὲν ἦσαν σαφεῖς εἰς τοὺς στρατιωτικοὺς ἡγέτας. [1368, 1140, 1562, 1182]
body-text: Τὸ συγκρότημα τῆς δίδει συναυλίαν εἰς τὴν αἴθουσαν τοῦ κινηματογράφου «Τιτάνια», ὅπου τὸ κοινὸν τὴν ἐχειροκρότησε θερμῶς. Ἀκολουθεῖ περιοδεία εἰς Δράμαν καὶ Καβάλαν. [202, 114, 396, 167]
body-text: Εἰς τὸν ἀνακριτὴν ἐκλήθησαν ἐπίσης συγγενεῖς καὶ φίλοι τοῦ θύματος. — Κ. Σ. [1368, 332, 1562, 353]
body-text: Ἐξετάζονται μάρτυρες οἱ ὁποῖοι δύνανται νὰ διαφωτίσουν τὰς συνθήκας ὑπὸ τὰς ὁποίας ἐξηφανίσθη ἡ νεαρά. Ἡ ἀστυνομία ἐλπίζει εἰς ταχεῖαν ἐξιχνίασιν τοῦ ἐγκλήματος. [1368, 274, 1562, 327]
headline: ΤΡΑΓΙΚΟΣ ΘΑΝΑΤΟΣ ΚΑΤΟΠΙΝ ΚΡΙΣΕΩΣ ΕΠΙΛΗΨΙΑΣ [982, 215, 1120, 264]
subhead: Η ΚΑΤΑΣΤΑΣΙΣ ΤΟΥ ΠΑΡΕΤ [794, 1679, 927, 1689]
box-line: Η ΔΙΑΚΟΠΗ ΤΩΝ ΡΩΣΣΙΚΩΝ ΠΙΣΤΩΣΕΩΝ [485, 156, 751, 199]
body-text: Ἡ ἐπιτροπὴ ἐτόνισεν ὅτι ὁ ἀθλητισμὸς πρέπει νὰ παραμείνῃ ἐκτὸς πολιτικῆς, καὶ ἡ συμμετοχὴ νὰ εἶναι ἐλευθέρα διὰ τὸ 1964. [776, 1847, 945, 1889]
body-text: Εἰς μνήμην Σταύρου Τριανταφυλλίδη, ἡ κ. Ἑλένη κατέθεσεν εἰς τὸ ταμεῖον τῆς «Μακεδονίας» δραχμὰς 300 ὑπὲρ τοῦ φιλανθρωπικοῦ ἱδρύματος «Ἅγιος Στυλιανός». [6, 201, 190, 254]
sport-headline: ἀπὸ τῶν ἀρχῶν τοῦ ἔτους 1945 μέχρι σήμερον [442, 1493, 910, 1554]
article-columns [1152, 274, 1568, 390]
subheadline: χάνονται τὴν 9ην Φεβρουαρίου; [1209, 219, 1510, 243]
body-text: Συνάδελφοι καὶ φίλοι τοῦ ἐκλιπόντος κατέθεσαν εἰς τὸ ταμεῖον δραχμὰς 500 εἰς μνήμην του ὑπὲρ τοῦ Συλλόγου Προστασίας. [6, 306, 190, 348]
body-text: «ΒΙΒΛΙΟΓΡΑΦΙΚΗ ΕΠΙΘΕΩΡΗΣΙΣ», μηνιαῖον ἔντυπον περιεχόμενον ἐπιστημονικὰ ἄρθρα, κριτικὰς βιβλίων καὶ εἰδήσεις ἐκδοτικῆς κινήσεως. Τεῦχος 41. [6, 1032, 190, 1085]
article-columns [1152, 567, 1568, 732]
headline-box [480, 152, 872, 203]
announcement-name: Ο ΓΕΩΡΓΙΟΣ ΣΑΡΙΦΙΔΗΣ [36, 820, 160, 830]
body-text: Ἀντὶ στεφάνου εἰς μνήμην Στεργίου Τριανταφυλλίδη οἱ κ. Γεώργιος Καραγιάννης καὶ Νικόλαος Καραγιαννίδης κατέθεσαν δραχμὰς 200. [6, 389, 190, 431]
body-text: Οἱ γονεῖς τῆς ἀτυχοῦς νεάνιδος ὑπέβαλον μήνυσιν κατὰ τῶν ὑπευθύνων. Ἡ ἀνάκρισις συνεχίζεται. [1157, 1032, 1351, 1063]
subhead: Ο ΑΝΤΙΚΤΥΠΟΣ [633, 321, 719, 333]
body-text: ΟΥΑΣΙΓΚΤΩΝ, 28. — Ἡ ἐφημερὶς «Νιοὺ Γιὸρκ Τάιμς» γράφει ὅτι τὸ χάσμα μεταξὺ τῶν δύο κομμουνιστικῶν χωρῶν εὐρύνεται συνεχῶς. [592, 475, 760, 528]
body-text: «ΚΡΗΤΙΚΗ ΕΠΙΘΕΩΡΗΣΙΣ», τεῦχος Μαρτίου, μὲ πλουσίαν ὕλην ἐκ λογοτεχνικῶν καὶ ἱστορικῶν μελετῶν. [6, 1090, 190, 1121]
body-text: τοῦ Ἠλία καὶ τῆς Παναγιώτας, γεννηθεὶς εἰς Θεσσαλονίκην, καὶ ἡ ΠΑΡΑΣΚΕΥΗ ΣΤΕΡΓΙΟΥ θὰ τελέσουν εἰς Θεσσαλονίκην τοὺς γάμους των. [6, 650, 190, 692]
strike-headline: ΕΙΣ ΔΩΔΕΚΑΗΜΕΡΟΝ ΤΟΝ ΑΠΕΡΓΙΑΚΟΝ ΑΓΩΝΑ [434, 739, 918, 798]
body-text: Κατὰ τὴν σύσκεψιν ἀπεφασίσθη ὅπως συγκληθῇ νέα σύσκεψις μετὰ τὴν ὑποβολὴν τῶν προτάσεων τῶν ἐνδιαφερομένων. [202, 693, 396, 735]
kicker: ΕΞ ΑΓΙΟΥ ΦΡΑΓΚΙΣΚΟΥ [951, 652, 1058, 662]
column-main-news [402, 0, 951, 2342]
headline-box [461, 205, 892, 233]
body-text: Ἡ διοίκησις λαμβάνει ριζικὰ μέτρα διὰ τὴν ἀναδιοργάνωσιν τῶν ὑπηρεσιῶν καὶ τὴν ἐπέκτασιν τῶν ἐγκαταστάσεων. [1157, 636, 1351, 667]
body-text: ΑΘΗΝΑΙ, 28. — Ἡ Ὁμοσπονδία ἀνεκοίνωσεν ὅτι ἡ ἀπεργία θὰ συνεχισθῇ. [408, 1327, 576, 1358]
masthead-title: ΜΑΚΕΔΟΝΙΑ [1259, 11, 1509, 55]
body-text: Ἡ Ἔκθεσις θὰ προσαρμοσθῇ εἰς τὰς νέας συνθήκας καὶ θὰ καταστῇ κέντρον ἐμπορικῶν συναλλαγῶν μεταξὺ τῶν χωρῶν τῆς Εὐρώπης καὶ τῆς Ἀνατολῆς. [1157, 685, 1351, 727]
body-text: ΑΘΗΝΑΙ, 28. — Ὁ εἰσαγγελεὺς διέταξε τὴν ἐκταφὴν τοῦ πτώματος τῆς φοιτητρίας, ἡ ὁποία ἀπεβίωσε μετὰ ἀπλουστάτην ἐγχείρησιν εἰς ἰδιωτικὴν κλινικήν. Θὰ ἐνεργηθῇ νεκροτομία διὰ νὰ διαπιστωθοῦν τὰ αἴτια τοῦ θανάτου. [1157, 914, 1351, 978]
funeral-name: ΣΥΡΜΟΥ Ν. ΣΑΜΑΡΑ [247, 921, 351, 931]
body-text: Ἡ κατάστασις ἐν τῷ μεταξὺ εἶναι δυσχερὴς εἰς τὰς μεγάλας πόλεις. [776, 1135, 945, 1155]
divider [955, 209, 1148, 210]
announcement-name: Ο ΑΝΔΡΕΑΣ ΜΑΛΓΑΡΙΝΟΣ [32, 758, 164, 768]
article-columns [402, 1847, 951, 1916]
divider [406, 1368, 947, 1370]
article-columns [402, 317, 951, 638]
body-text: Ἡ Σ. Σίσσυ Χαριτίδου, εἰς μνήμην τοῦ ἀνδρός της, κατέθεσεν εἰς τὸ ταμεῖον τοῦ Φιλοπτώχου δραχμὰς 300. [6, 436, 190, 467]
kicker: Προσαρμόζεται εἰς τὴν νέαν κατάστασιν [1228, 402, 1492, 420]
body-text: Ἐκ παραλλήλου διεξάγεται ἔρευνα διὰ τὸν καταλογισμὸν εὐθυνῶν εἰς τὸ ἰατρικὸν προσωπικὸν τῆς κλινικῆς. [1368, 914, 1562, 946]
strike-headline: ΟΙ ΑΡΤΕΡΓΑΤΑΙ ΚΑΙ ΜΥΛΕΡΓΑΤΑΙ ΘΑ ΜΕΤΑΤΡΕΨΟΥΝ [470, 676, 882, 735]
body-text: ΒΑΡΚΕΛΩΝΗ, 28. — Εἰς ἀγῶνα διὰ τὸ κύπελλον τῶν πόλεων ἡ Μπαρτσελῶνα ἐνίκησε τὴν Σέφφιλντ μὲ 2-0. [956, 1236, 1146, 1278]
subheadline: ΠΑΡΕΛΑΣΙΣ ΟΜΙΛΙΑΙ ΚΑΙ ΣΗΜΑΙΟΣΤΟΛΙΣΜΟΣ [981, 557, 1121, 584]
person-figure [124, 2083, 154, 2328]
body-text: ΠΕΚΙΝΟΝ, 28. — Τὸ ἐθνικὸν λαϊκὸν συνέδριον, τὸ ὁποῖον ἀποτελεῖ τὸ κοινοβούλιον τῆς κομμουνιστικῆς Κίνας, συνῆλθε σήμερον εἰς μυστικὴν σύνοδον. Οὐδεμία ἀνακοίνωσις ἐξεδόθη, ἐν τούτοις κατὰ τὰ λεγόμενα συνεζήτησε τὴν ἀνασυγκρότησιν τοῦ κόμματος. [408, 317, 576, 414]
divider [406, 644, 947, 646]
kicker: («Ἀνοικτὴ» ἀκόμη ἡ φρικιαστικὴ ὑπόθεσις [1237, 65, 1483, 80]
subheadline: Προσφέρεται ἐκ τῶν πρώτων εἰς τὸν ἀγῶνα [1216, 496, 1503, 514]
body-text: Εἰς βραχὺ διάστημα 115.000.000 δραχμῶν ἐπραγματοποιήθησαν ἐκ τῶν ἐσόδων τοῦ ταμείου. Κατὰ τὰ στοιχεῖα τῆς ὑπηρεσίας, τὸ ἔλλειμμα δὲν δύναται νὰ καλυφθῇ μόνον διὰ τῶν εἰσφορῶν. [776, 940, 945, 1003]
body-text: Ὁ πρόεδρος τοῦ συμβουλίου τῆς Διεθνοῦς Ἐκθέσεως Θεσσαλονίκης ἐδήλωσεν ὅτι ἡ Ἔκθεσις θὰ διαδραματίσῃ κύριον ρόλον εἰς τὴν προβολὴν τῶν ἑλληνικῶν προϊόντων μετὰ τὴν ἔνταξιν τῆς χώρας εἰς τὴν Κοινὴν Ἀγοράν. [1157, 567, 1351, 631]
headline-box [461, 1559, 892, 1582]
divider [955, 376, 1148, 377]
fair-headline: ΚΥΡΙΟΝ ΡΟΛΟΝ ΘΑ ΔΙΑΔΡΑΜΑΤΙΣΗ Η ΔΙΕΘΝΗΣ ΕΚΘΕΣΙΣ ΘΕΣΣΑΛΟΝΙΚΗΣ ΜΕΤΑ ΤΗΝ ΕΝΤΑΞΙΝ ΜΑΣ ΕΙΣ ΤΗΝ Ε.Ο.Κ. [1171, 424, 1548, 492]
headline: ΤΗΝ 13ΗΝ ΑΠΡΙΛΙΟΥ ΘΑ ΕΟΡΤΑΣΘΗ Η 13Η ΕΠΕΤΕΙΟΣ ΙΔΡΥΣΕΩΣ ΤΟΥ ΝΑΤΟ [956, 505, 1147, 554]
divider [955, 1178, 1148, 1179]
divider [955, 645, 1148, 646]
body-text: ΡΩΜΗ, 28. — Οἱ ἠθοποιοὶ Ρὲξ Χάρισον καὶ Ρέιτσελ Ρόμπερτς ἐμηνύθησαν διὰ δημοσίευμα. [956, 1141, 1147, 1172]
kicker: ΕΝΑ «ΣΠΟΡ» ΠΟΥ ΠΡΕΠΕΙ ΝΑ ΚΑΤΑΡΓΗΘΗ [516, 1381, 836, 1396]
body-text: Ὁ κ. Τσοῦ Ἐν Λάι ὑπέβαλεν ἔκθεσιν περὶ τῆς πορείας τῆς οἰκονομίας ἐν σχέσει πρὸς τὴν διακοπὴν τῆς βοηθείας ἐκ μέρους τῆς Σοβιετικῆς Ἑνώσεως. [408, 418, 576, 471]
sport-headline: 194 πυγμάχοι ἐπαγγελματίαι καὶ ἐρασιτέχναι [473, 1399, 879, 1460]
body-text: Ἡ Βιομηχανία καὶ τὸ Ἐμπόριον ἐκδηλώνουν ζωηρὸν ἐνδιαφέρον. Ἤρχισαν αἱ ἐργασίαι διαμορφώσεως τῶν περιπτέρων καὶ τῶν χώρων τῆς Ἐκθέσεως. [1368, 627, 1562, 669]
headline: εἰς τὸ Κιλκίς [259, 39, 339, 55]
nasser-headline: Η ΕΚΔΙΩΞΙΣ ΤΟΥ ΝΑΣΣΕΡ, ΛΕΓΕΙ Ο κ. ΜΟΝΤΓΚΟΜΕΡΥ ΗΤΟ Ο ΜΟΝΟΣ ΣΚΟΠΟΣ ΤΟΥ κ. ΗΝΤΕΝ ΚΑΤΑ ΤΑΣ ΕΠΙΧΕΙΡΗΣΕΙΣ ΕΝΑΝΤΙΟΝ ΤΟΥ ΣΟΥΕΖ [1169, 1081, 1550, 1135]
divider [1155, 1073, 1564, 1075]
body-text: Ἡ Διεθνὴς Ὁμοσπονδία Πυγμαχίας ἐξετάζει τὴν λῆψιν αὐστηροτέρων μέτρων διὰ τὴν προστασίαν τῶν ἀθλητῶν, ὅπως ἡ ὑποχρεωτικὴ ἰατρικὴ ἐξέτασις πρὸ καὶ μετὰ τὸν ἀγῶνα. [776, 1610, 945, 1674]
funeral-name: ΡΟΖΑΡΙΟΝ ΣΑΤΤΕΝ [249, 798, 349, 807]
column-briefs [951, 0, 1152, 2342]
body-text: Ὁ κ. Ἀρ. Παπαγεωργόπουλος ἀντὶ στεφάνου κατέθεσεν εἰς τὸ ταμεῖον τῆς «Μακεδονίας» δραχμὰς 200 ὑπὲρ τῶν ἀπόρων μαθητῶν. [6, 259, 190, 301]
announcement-name: Ο ΝΙΚΟΛΑΟΣ ΓΙΑΒΟΓΡΟΥΔΟΣ [23, 944, 172, 953]
body-text: «ΕΠΙΘΕΩΡΗΣΙΣ ΒΟΡΕΙΟΥ ΕΛΛΑΔΟΣ», ἐκυκλοφόρησε τὸ νέον τεῦχος μὲ ἄρθρα διακεκριμένων συγγραφέων. [6, 1173, 190, 1215]
subheadline: Ο ΘΑΝΑΤΟΣ ΕΠΗΛΘΕΝ ΕΚ ΠΝΙΓΜΟΝΗΣ [1188, 890, 1532, 908]
subhead: Θὰ δεχθοῦν [6, 43, 74, 58]
olympic-headline: ΕΙΣ ΧΩΡΑΣ ΔΥΝΑΜΕΝΑΣ ΝΑ ΕΓΓΥΗΘΟΥΝ [470, 1799, 882, 1822]
article-columns [1152, 914, 1568, 1068]
subhead: Δωρεαί [6, 183, 49, 198]
body-text: Κατὰ τὰς πρώτας ἐνδείξεις, ὁ θάνατος ἐπῆλθεν ἐκ πνιγμονῆς κατὰ τὴν διάρκειαν τῆς ναρκώσεως. [1157, 983, 1351, 1014]
subhead: ΑΛΒΑΝΟΙ ΣΤΡΑΤΙΩΤΙΚΟΙ [794, 462, 927, 473]
headline: Η «ΜΠΑΡΤΣΕΛΩΝΑ» ΕΝΙΚΗΣΕ ΜΕ 2—0 ΤΗΝ «ΣΕΦΦΙΑΝΤ». [976, 1184, 1126, 1233]
